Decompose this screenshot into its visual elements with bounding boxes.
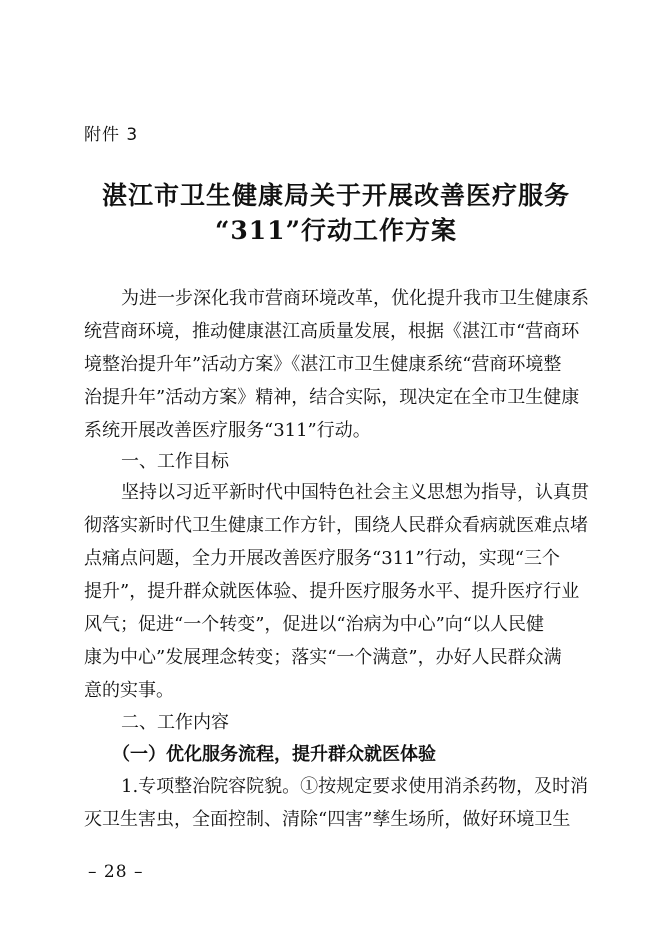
paragraph-line: 治提升年”活动方案》精神，结合实际，现决定在全市卫生健康 bbox=[84, 387, 580, 408]
document-title-line-2: “311”行动工作方案 bbox=[215, 216, 457, 245]
paragraph-line: 坚持以习近平新时代中国特色社会主义思想为指导，认真贯 bbox=[121, 482, 589, 503]
paragraph-line: 境整治提升年”活动方案》《湛江市卫生健康系统“营商环境整 bbox=[84, 354, 562, 375]
paragraph-line: 康为中心”发展理念转变；落实“一个满意”，办好人民群众满 bbox=[84, 647, 562, 668]
page-number: – 28 – bbox=[88, 862, 144, 882]
paragraph-line: 统营商环境，推动健康湛江高质量发展，根据《湛江市“营商环 bbox=[84, 321, 580, 342]
paragraph-line: 灭卫生害虫，全面控制、清除“四害”孳生场所，做好环境卫生 bbox=[84, 809, 571, 830]
paragraph-line: 提升”，提升群众就医体验、提升医疗服务水平、提升医疗行业 bbox=[84, 581, 580, 602]
document-title-line-1: 湛江市卫生健康局关于开展改善医疗服务 bbox=[101, 181, 570, 210]
paragraph-line: 系统开展改善医疗服务“311”行动。 bbox=[84, 420, 371, 441]
paragraph-line: 彻落实新时代卫生健康工作方针，围绕人民群众看病就医难点堵 bbox=[84, 515, 588, 536]
section-heading-content: 二、工作内容 bbox=[121, 712, 229, 733]
subsection-heading: （一）优化服务流程，提升群众就医体验 bbox=[112, 744, 436, 765]
paragraph-line: 点痛点问题，全力开展改善医疗服务“311”行动，实现“三个 bbox=[84, 548, 560, 569]
paragraph-line: 1.专项整治院容院貌。①按规定要求使用消杀药物，及时消 bbox=[121, 776, 589, 797]
annex-label: 附件 3 bbox=[84, 125, 139, 145]
paragraph-line: 意的实事。 bbox=[84, 680, 174, 701]
paragraph-line: 为进一步深化我市营商环境改革，优化提升我市卫生健康系 bbox=[121, 288, 589, 309]
paragraph-line: 风气；促进“一个转变”，促进以“治病为中心”向“以人民健 bbox=[84, 614, 545, 635]
section-heading-goals: 一、工作目标 bbox=[121, 451, 229, 472]
